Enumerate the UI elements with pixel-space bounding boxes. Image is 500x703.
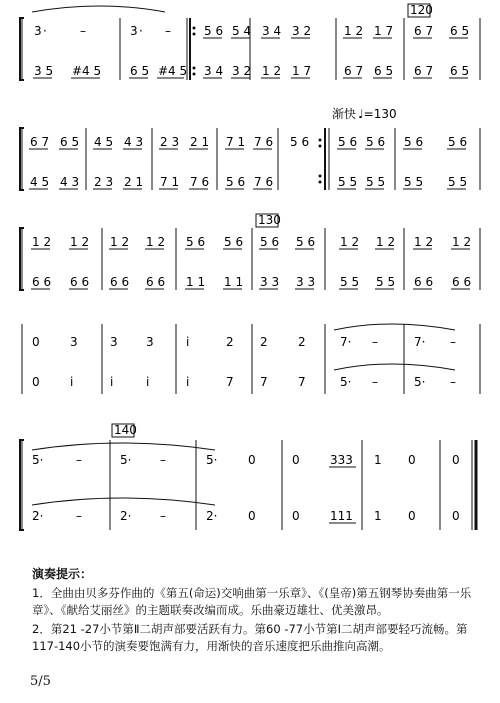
svg-text:0: 0 (248, 453, 256, 467)
svg-text:i: i (146, 375, 150, 389)
svg-text:i: i (110, 375, 114, 389)
svg-text:6 5: 6 5 (374, 64, 394, 78)
svg-text:–: – (160, 509, 166, 523)
svg-text:·: · (139, 24, 143, 38)
svg-text:1 2: 1 2 (70, 235, 90, 249)
svg-text:1 2: 1 2 (340, 235, 360, 249)
svg-text:5 6: 5 6 (186, 235, 206, 249)
measure-number-140: 140 (114, 423, 137, 437)
svg-text:5 6: 5 6 (224, 235, 244, 249)
svg-text:6 5: 6 5 (130, 64, 150, 78)
svg-text:3 4: 3 4 (262, 24, 282, 38)
svg-text:6 7: 6 7 (30, 135, 50, 149)
svg-text:3: 3 (70, 335, 78, 349)
svg-text:1 2: 1 2 (146, 235, 166, 249)
svg-text:5·: 5· (414, 375, 426, 389)
svg-text:–: – (450, 375, 456, 389)
performance-tips (32, 566, 487, 657)
svg-text:2: 2 (226, 335, 234, 349)
svg-text:0: 0 (248, 509, 256, 523)
svg-text:5 5: 5 5 (338, 175, 358, 189)
score-system-1 (20, 3, 480, 80)
svg-text:i: i (70, 375, 74, 389)
svg-text:5 6: 5 6 (404, 135, 424, 149)
svg-text:1 2: 1 2 (376, 235, 396, 249)
svg-text:5 5: 5 5 (340, 275, 360, 289)
svg-text:3: 3 (130, 24, 138, 38)
svg-text:3: 3 (34, 24, 42, 38)
svg-text:3: 3 (110, 335, 118, 349)
svg-text:0: 0 (32, 375, 40, 389)
svg-text:6 7: 6 7 (414, 24, 434, 38)
svg-text:2·: 2· (206, 509, 218, 523)
svg-text:#4 5: #4 5 (158, 64, 188, 78)
svg-text:5 5: 5 5 (404, 175, 424, 189)
svg-text:i: i (186, 375, 190, 389)
svg-text:5·: 5· (340, 375, 352, 389)
svg-text:4 3: 4 3 (60, 175, 80, 189)
tips-item-1: 1．全曲由贝多芬作曲的《第五(命运)交响曲第一乐章》、《(皇帝)第五钢琴协奏曲第一乐章》、《献给艾丽丝》的主题联奏改编而成。乐曲豪迈雄壮、优美激昂。 (32, 586, 472, 617)
svg-text:#4 5: #4 5 (72, 64, 102, 78)
svg-text:7·: 7· (414, 335, 426, 349)
tempo-accel-marking: 渐快 (332, 107, 357, 121)
svg-text:2 1: 2 1 (190, 135, 210, 149)
svg-text:4 5: 4 5 (94, 135, 114, 149)
svg-text:1 2: 1 2 (452, 235, 472, 249)
svg-text:6 5: 6 5 (60, 135, 80, 149)
score-system-5 (20, 423, 476, 530)
svg-text:7: 7 (260, 375, 268, 389)
svg-text:3 2: 3 2 (292, 24, 312, 38)
svg-text:7: 7 (298, 375, 306, 389)
svg-text:3 3: 3 3 (260, 275, 280, 289)
svg-text:4 3: 4 3 (124, 135, 144, 149)
svg-text:–: – (76, 453, 82, 467)
svg-text:1 2: 1 2 (414, 235, 434, 249)
svg-text:5 6: 5 6 (338, 135, 358, 149)
svg-text:2·: 2· (120, 509, 132, 523)
svg-text:6 5: 6 5 (450, 24, 470, 38)
svg-text:–: – (372, 375, 378, 389)
svg-text:–: – (76, 509, 82, 523)
svg-text:1 2: 1 2 (32, 235, 52, 249)
tempo-value: ♩=130 (358, 107, 397, 121)
svg-text:4 5: 4 5 (30, 175, 50, 189)
svg-text:6 6: 6 6 (452, 275, 472, 289)
svg-text:5 6: 5 6 (226, 175, 246, 189)
tips-title: 演奏提示： (32, 567, 93, 581)
svg-text:5 6: 5 6 (448, 135, 468, 149)
svg-text:5 6: 5 6 (204, 24, 224, 38)
tips-item-2: 2．第21 -27小节第Ⅱ二胡声部要活跃有力。第60 -77小节第Ⅰ二胡声部要轻巧流畅。第117-140小节的演奏要饱满有力，用渐快的音乐速度把乐曲推向高潮。 (32, 622, 468, 653)
svg-text:2·: 2· (32, 509, 44, 523)
svg-text:6 6: 6 6 (146, 275, 166, 289)
svg-text:7: 7 (226, 375, 234, 389)
svg-text:7 6: 7 6 (190, 175, 210, 189)
svg-text:7 1: 7 1 (226, 135, 246, 149)
svg-text:1: 1 (374, 453, 382, 467)
svg-text:5·: 5· (206, 453, 218, 467)
measure-number-130: 130 (258, 213, 281, 227)
svg-text:1: 1 (374, 509, 382, 523)
svg-text:–: – (160, 453, 166, 467)
svg-text:2 1: 2 1 (124, 175, 144, 189)
svg-text:5 6: 5 6 (366, 135, 386, 149)
svg-text:–: – (372, 335, 378, 349)
svg-text:7 6: 7 6 (254, 175, 274, 189)
svg-text:5 5: 5 5 (366, 175, 386, 189)
svg-text:6 7: 6 7 (414, 64, 434, 78)
svg-text:2 3: 2 3 (160, 135, 180, 149)
svg-text:0: 0 (408, 509, 416, 523)
svg-text:2: 2 (298, 335, 306, 349)
svg-text:1 1: 1 1 (224, 275, 244, 289)
svg-text:5·: 5· (120, 453, 132, 467)
svg-text:5 5: 5 5 (376, 275, 396, 289)
svg-text:7 1: 7 1 (160, 175, 180, 189)
svg-text:7·: 7· (340, 335, 352, 349)
svg-text:333: 333 (330, 453, 353, 467)
svg-text:–: – (80, 24, 86, 38)
svg-text:–: – (450, 335, 456, 349)
svg-text:3 5: 3 5 (34, 64, 54, 78)
svg-text:0: 0 (292, 509, 300, 523)
score-system-2 (20, 128, 480, 190)
svg-text:5 4: 5 4 (232, 24, 252, 38)
svg-text:2: 2 (260, 335, 268, 349)
svg-text:6 5: 6 5 (450, 64, 470, 78)
svg-text:5 6: 5 6 (260, 235, 280, 249)
svg-text:6 6: 6 6 (110, 275, 130, 289)
svg-text:1 7: 1 7 (292, 64, 312, 78)
svg-text:5 5: 5 5 (448, 175, 468, 189)
svg-text:0: 0 (452, 509, 460, 523)
svg-text:1 2: 1 2 (344, 24, 364, 38)
svg-text:·: · (43, 24, 47, 38)
svg-text:3: 3 (146, 335, 154, 349)
svg-text:1 2: 1 2 (262, 64, 282, 78)
svg-text:6 6: 6 6 (32, 275, 52, 289)
page-number: 5/5 (30, 674, 51, 689)
svg-text:1 2: 1 2 (110, 235, 130, 249)
svg-text:3 2: 3 2 (232, 64, 252, 78)
svg-text:6 6: 6 6 (414, 275, 434, 289)
svg-text:1 1: 1 1 (186, 275, 206, 289)
svg-text:2 3: 2 3 (94, 175, 114, 189)
svg-text:–: – (165, 24, 171, 38)
svg-text:6 6: 6 6 (70, 275, 90, 289)
measure-number-120: 120 (410, 3, 433, 17)
svg-text:6 7: 6 7 (344, 64, 364, 78)
svg-text:5·: 5· (32, 453, 44, 467)
svg-text:0: 0 (292, 453, 300, 467)
svg-text:3 4: 3 4 (204, 64, 224, 78)
svg-text:5 6: 5 6 (296, 235, 316, 249)
svg-text:5 6: 5 6 (290, 135, 310, 149)
score-system-3 (20, 213, 480, 290)
score-system-4 (22, 324, 480, 394)
svg-text:i: i (186, 335, 190, 349)
svg-text:111: 111 (330, 509, 353, 523)
svg-text:7 6: 7 6 (254, 135, 274, 149)
svg-text:1 7: 1 7 (374, 24, 394, 38)
svg-text:0: 0 (32, 335, 40, 349)
svg-text:3 3: 3 3 (296, 275, 316, 289)
svg-text:0: 0 (408, 453, 416, 467)
svg-text:0: 0 (452, 453, 460, 467)
